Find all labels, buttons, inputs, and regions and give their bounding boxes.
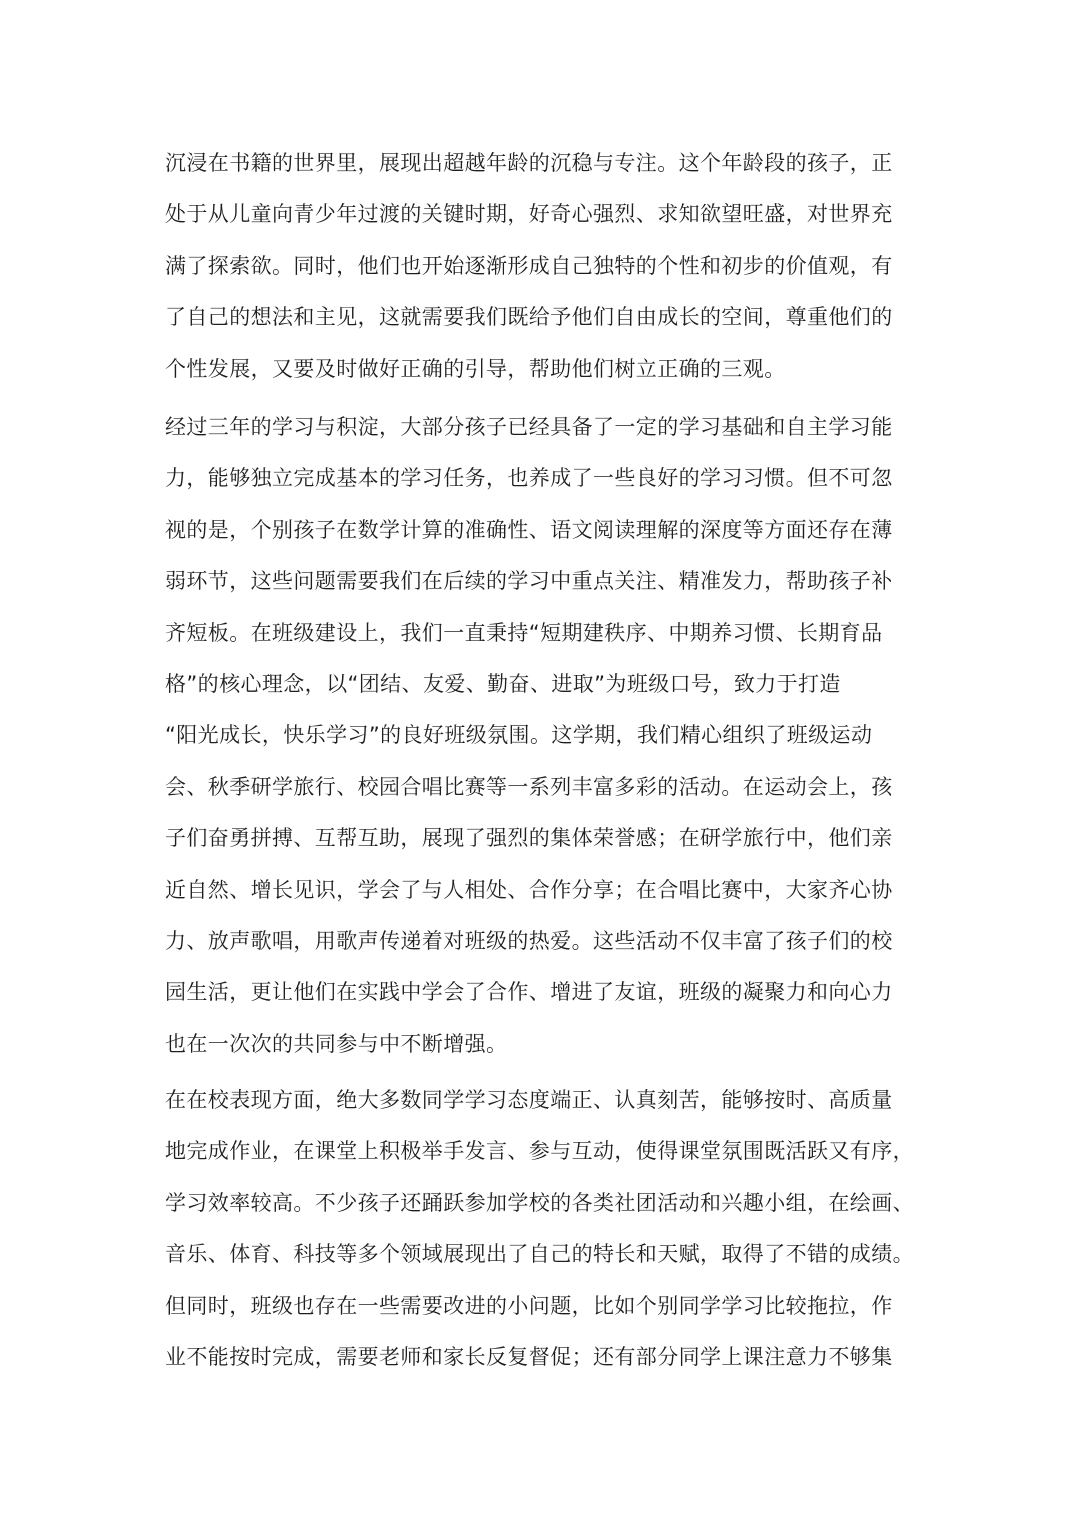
text-line: 园生活，更让他们在实践中学会了合作、增进了友谊，班级的凝聚力和向心力: [165, 980, 893, 1005]
text-line: 视的是，个别孩子在数学计算的准确性、语文阅读理解的深度等方面还存在薄: [165, 517, 893, 542]
text-line: 力，能够独立完成基本的学习任务，也养成了一些良好的学习习惯。但不可忽: [165, 466, 893, 491]
text-line: 近自然、增长见识，学会了与人相处、合作分享；在合唱比赛中，大家齐心协: [165, 877, 893, 902]
text-line: 在在校表现方面，绝大多数同学学习态度端正、认真刻苦，能够按时、高质量: [165, 1088, 893, 1112]
text-line: 也在一次次的共同参与中不断增强。: [165, 1031, 508, 1056]
text-line: 地完成作业，在课堂上积极举手发言、参与互动，使得课堂氛围既活跃又有序，: [165, 1139, 914, 1164]
paragraph-3: [165, 1075, 945, 1383]
text-line: 业不能按时完成，需要老师和家长反复督促；还有部分同学上课注意力不够集: [165, 1344, 893, 1369]
text-line: 了自己的想法和主见，这就需要我们既给予他们自由成长的空间，尊重他们的: [165, 305, 893, 330]
text-line: 齐短板。在班级建设上，我们一直秉持“短期建秩序、中期养习惯、长期育品: [165, 620, 883, 645]
paragraph-1: [165, 138, 945, 395]
text-line: 学习效率较高。不少孩子还踊跃参加学校的各类社团活动和兴趣小组，在绘画、: [165, 1190, 914, 1215]
text-line: 会、秋季研学旅行、校园合唱比赛等一系列丰富多彩的活动。在运动会上，孩: [165, 774, 893, 799]
text-line: 力、放声歌唱，用歌声传递着对班级的热爱。这些活动不仅丰富了孩子们的校: [165, 928, 893, 953]
text-line: 格”的核心理念，以“团结、友爱、勤奋、进取”为班级口号，致力于打造: [165, 671, 841, 696]
text-line: 音乐、体育、科技等多个领域展现出了自己的特长和天赋，取得了不错的成绩。: [165, 1242, 914, 1267]
text-line: 子们奋勇拼搏、互帮互助，展现了强烈的集体荣誉感；在研学旅行中，他们亲: [165, 826, 893, 851]
text-line: 沉浸在书籍的世界里，展现出超越年龄的沉稳与专注。这个年龄段的孩子，正: [165, 151, 893, 175]
text-line: 但同时，班级也存在一些需要改进的小问题，比如个别同学学习比较拖拉，作: [165, 1293, 893, 1318]
text-line: 个性发展，又要及时做好正确的引导，帮助他们树立正确的三观。: [165, 356, 786, 381]
text-line: 经过三年的学习与积淀，大部分孩子已经具备了一定的学习基础和自主学习能: [165, 415, 893, 439]
text-line: 满了探索欲。同时，他们也开始逐渐形成自己独特的个性和初步的价值观，有: [165, 253, 893, 278]
paragraph-2: [165, 402, 945, 1070]
text-line: 处于从儿童向青少年过渡的关键时期，好奇心强烈、求知欲望旺盛，对世界充: [165, 202, 893, 227]
text-line: 弱环节，这些问题需要我们在后续的学习中重点关注、精准发力，帮助孩子补: [165, 569, 893, 594]
text-line: “阳光成长，快乐学习”的良好班级氛围。这学期，我们精心组织了班级运动: [165, 723, 873, 748]
